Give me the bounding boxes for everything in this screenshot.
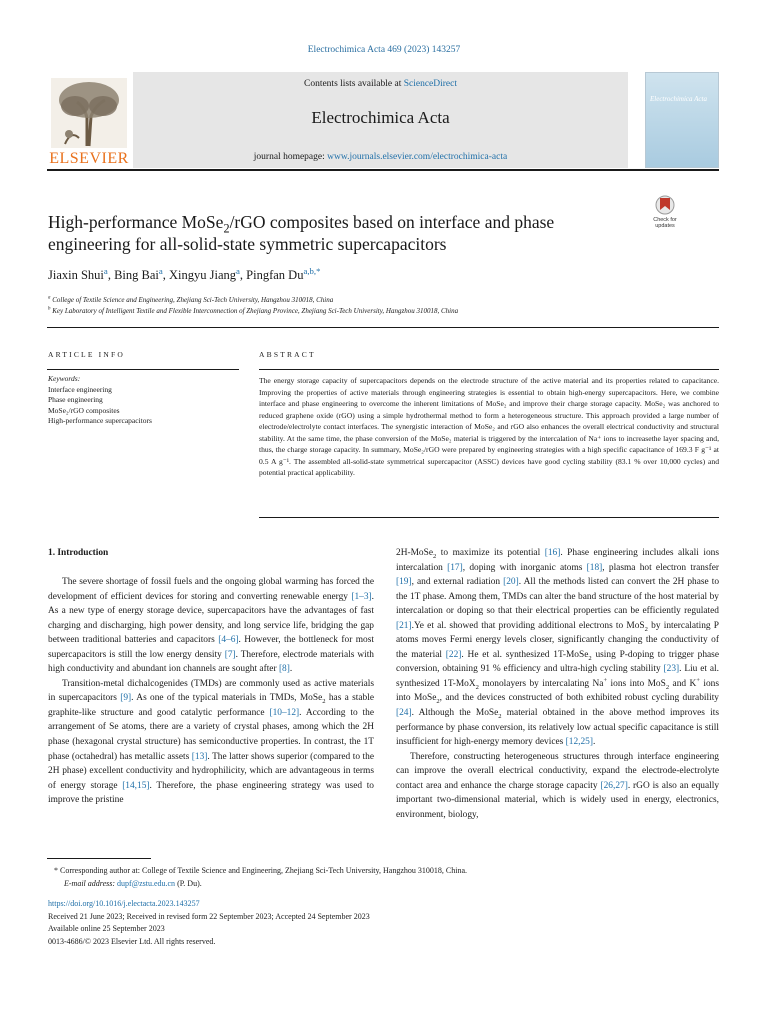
email-link[interactable]: dupf@zstu.edu.cn bbox=[117, 879, 176, 888]
paragraph: Therefore, constructing heterogeneous structures through interface engineering can improve the overall electrical conductivity, expand the electrode-electrolyte contact area and enhance the charge storage capacity [26,27]. rGO is also an equally important two-dimensional material, which is widely used in energy, electronics, environment, biology, bbox=[396, 751, 720, 820]
email-line: E-mail address: dupf@zstu.edu.cn (P. Du). bbox=[64, 879, 202, 888]
paragraph: Transition-metal dichalcogenides (TMDs) are commonly used as active materials in supercapacitors [9]. As one of the typical materials in TMDs, MoSe$_2$ has a stable graphite-like structure and good catalytic performance [10–12]. According to the arrangement of Se atoms, there are a variety of crystal phases, among which the 2H phase (hexagonal crystal structure) has semiconductive properties. In contrast, the 1T phase (octahedral) has metallic assets [13]. The latter shows superior (compared to the 2H phase) excellent conductivity and hydrophilicity, which are advantageous in terms of energy storage [14,15]. Therefore, the phase engineering strategy was used to improve the pristine bbox=[48, 678, 374, 806]
abstract-bottom-rule bbox=[259, 517, 719, 518]
affiliation-a: $^a$ College of Textile Science and Engineering, Zhejiang Sci-Tech University, Hangzhou 310018, China bbox=[48, 295, 334, 304]
citation-link[interactable]: [21] bbox=[396, 620, 412, 631]
introduction-heading: 1. Introduction bbox=[48, 548, 109, 558]
paragraph: The severe shortage of fossil fuels and the ongoing global warming has forced the development of efficient devices for storing and converting renewable energy [1–3]. As a new type of energy storage device, supercapacitors have the advantages of fast charging and discharging, high power density, and long service life, bridging the gap between traditional batteries and capacitors [4–6]. However, the bottleneck for most supercapacitors is still the low energy density [7]. Therefore, electrode materials with high conductivity and abundant ion channels are sought after [8]. bbox=[48, 577, 374, 675]
article-info-heading: ARTICLE INFO bbox=[48, 350, 125, 359]
citation-link[interactable]: [17] bbox=[447, 562, 463, 573]
author-name[interactable]: Jiaxin Shui bbox=[48, 268, 104, 282]
body-column-right bbox=[396, 546, 719, 822]
journal-masthead bbox=[47, 72, 719, 168]
svg-text:updates: updates bbox=[655, 223, 675, 229]
keyword-item: Interface engineering bbox=[48, 384, 112, 394]
citation-link[interactable]: [10–12] bbox=[269, 707, 300, 718]
citation-link[interactable]: [20] bbox=[503, 577, 519, 588]
author-list: Jiaxin Shui$^a$, Bing Bai$^a$, Xingyu Jiang$^a$, Pingfan Du$^{a,b,*}$ bbox=[48, 265, 321, 282]
contents-line: Contents lists available at ScienceDirect bbox=[303, 79, 457, 89]
paragraph: 2H-MoSe$_2$ to maximize its potential [16]. Phase engineering includes alkali ions intercalation [17], doping with inorganic atoms [18], plasma hot electron transfer [19], and external radiation [20]. All the methods listed can convert the 2H phase to the 1T phase. Among them, TMDs can alter the band structure of the host material by intercalation or doping so that their electrical properties can be efficiently regulated [21].Ye et al. showed that providing additional electrons to MoS$_2$ by intercalating P atoms moves Fermi energy levels closer, significantly changing the conductivity of the material [22]. He et al. synthesized 1T-MoSe$_2$ using P-doping to trigger phase conversion, obtaining 91 % efficiency and ultra-high cycling stability [23]. Liu et al. synthesized 1T-MoX$_2$ monolayers by intercalating Na+ ions into MoS$_2$ and K+ ions into MoSe$_2$, and the devices constructed of both exhibited robust cycling durability [24]. Although the MoSe$_2$ material obtained in the above method improves its performance by phase conversion, its relatively low actual specific capacitance is still insufficient for high-energy memory devices [12,25]. bbox=[396, 548, 720, 748]
citation-link[interactable]: [4–6] bbox=[218, 635, 239, 646]
keyword-item: MoSe₂/rGO composites bbox=[48, 405, 120, 415]
citation-link[interactable]: [18] bbox=[586, 562, 603, 573]
elsevier-logo[interactable] bbox=[47, 72, 131, 168]
journal-homepage-link[interactable]: www.journals.elsevier.com/electrochimica-acta bbox=[327, 152, 508, 162]
abstract-heading: ABSTRACT bbox=[259, 350, 316, 359]
corresponding-author-note: * Corresponding author at: College of Textile Science and Engineering, Zhejiang Sci-Tech University, Hangzhou 310018, China. bbox=[54, 866, 467, 875]
homepage-line: journal homepage: www.journals.elsevier.com/electrochimica-acta bbox=[253, 152, 508, 162]
citation-link[interactable]: [1–3] bbox=[351, 591, 372, 602]
keyword-item: Phase engineering bbox=[48, 395, 103, 404]
article-info-rule bbox=[47, 369, 239, 370]
svg-text:Check for: Check for bbox=[653, 217, 677, 223]
citation-link[interactable]: [22] bbox=[445, 649, 462, 660]
footnote-rule bbox=[47, 858, 151, 859]
citation-link[interactable]: [13] bbox=[191, 751, 208, 762]
sciencedirect-link[interactable]: ScienceDirect bbox=[403, 79, 457, 89]
citation-link[interactable]: [19] bbox=[396, 577, 412, 588]
available-online: Available online 25 September 2023 bbox=[48, 924, 165, 933]
body-column-left bbox=[48, 575, 374, 808]
elsevier-tree-icon bbox=[51, 78, 127, 148]
header-rule bbox=[47, 169, 719, 171]
author-name[interactable]: Bing Bai bbox=[114, 268, 159, 282]
abstract-text: The energy storage capacity of supercapacitors depends on the electrode structure of the active material and its properties related to capacitance. Improving the properties of active materials through engineering strategies is essential to obtain high-energy supercapacitors. Here, we combine interface and phase engineering to overcome the inherent limitations of MoSe₂ and improve their charge storage capacity. MoSe₂ was anchored to reduced graphene oxide (rGO) using a simple hydrothermal method to form a heterogeneous structure. This approach provided a large number of electrode/electrolyte contact interfaces. The synergistic interaction of MoSe₂ and rGO also enhances the overall electrical conductivity and structural stability. At the same time, the phase conversion of the MoSe₂ material is triggered by the intercalation of Na⁺ ions to increasethe layer spacing and, thus, the charge storage capacity. In summary, MoSe₂/rGO were prepared by engineering strategies with a high specific capacitance of 169.3 F g⁻¹ at 0.5 A g⁻¹. The assembled all-solid-state symmetrical supercapacitor (ASSC) devices have good cycling stability (83.1 % over 10,000 cycles) and potential practical applicability. bbox=[259, 376, 719, 477]
keywords-block bbox=[48, 374, 238, 427]
keyword-item: High-performance supercapacitors bbox=[48, 416, 152, 425]
citation-link[interactable]: [9] bbox=[120, 693, 132, 704]
elsevier-wordmark: ELSEVIER bbox=[49, 150, 129, 167]
citation-link[interactable]: [26,27] bbox=[600, 780, 628, 791]
citation-link[interactable]: [12,25] bbox=[565, 737, 593, 748]
citation-link[interactable]: [23] bbox=[663, 664, 680, 675]
received-dates: Received 21 June 2023; Received in revised form 22 September 2023; Accepted 24 September 2023 bbox=[48, 912, 370, 921]
citation-link[interactable]: [16] bbox=[544, 548, 561, 558]
doi-link[interactable]: https://doi.org/10.1016/j.electacta.2023.143257 bbox=[48, 899, 200, 908]
cover-title: Electrochimica Acta bbox=[650, 95, 707, 103]
citation-link[interactable]: [24] bbox=[396, 708, 412, 719]
citation-link[interactable]: [7] bbox=[224, 649, 236, 660]
affiliation-b: $^b$ Key Laboratory of Intelligent Textile and Flexible Interconnection of Zhejiang Province, Zhejiang Sci-Tech University, Hangzhou 310018, China bbox=[48, 306, 459, 315]
title-rule bbox=[47, 327, 719, 328]
copyright-line: 0013-4686/© 2023 Elsevier Ltd. All rights reserved. bbox=[48, 937, 216, 946]
article-title: High-performance MoSe$_2$/rGO composites based on interface and phase engineering for all-solid-state symmetric supercapacitors bbox=[48, 212, 555, 254]
abstract-rule bbox=[259, 369, 719, 370]
journal-title: Electrochimica Acta bbox=[311, 108, 450, 127]
keywords-label: Keywords: bbox=[48, 374, 81, 383]
check-for-updates-button[interactable] bbox=[644, 194, 686, 230]
journal-banner bbox=[133, 72, 628, 168]
journal-cover-thumbnail[interactable] bbox=[645, 72, 719, 168]
check-updates-icon bbox=[644, 194, 686, 230]
citation-link[interactable]: [14,15] bbox=[122, 780, 150, 791]
citation-link[interactable]: [8] bbox=[278, 664, 290, 675]
author-name[interactable]: Xingyu Jiang bbox=[169, 268, 237, 282]
journal-reference[interactable]: Electrochimica Acta 469 (2023) 143257 bbox=[307, 45, 461, 55]
author-name[interactable]: Pingfan Du bbox=[246, 268, 304, 282]
